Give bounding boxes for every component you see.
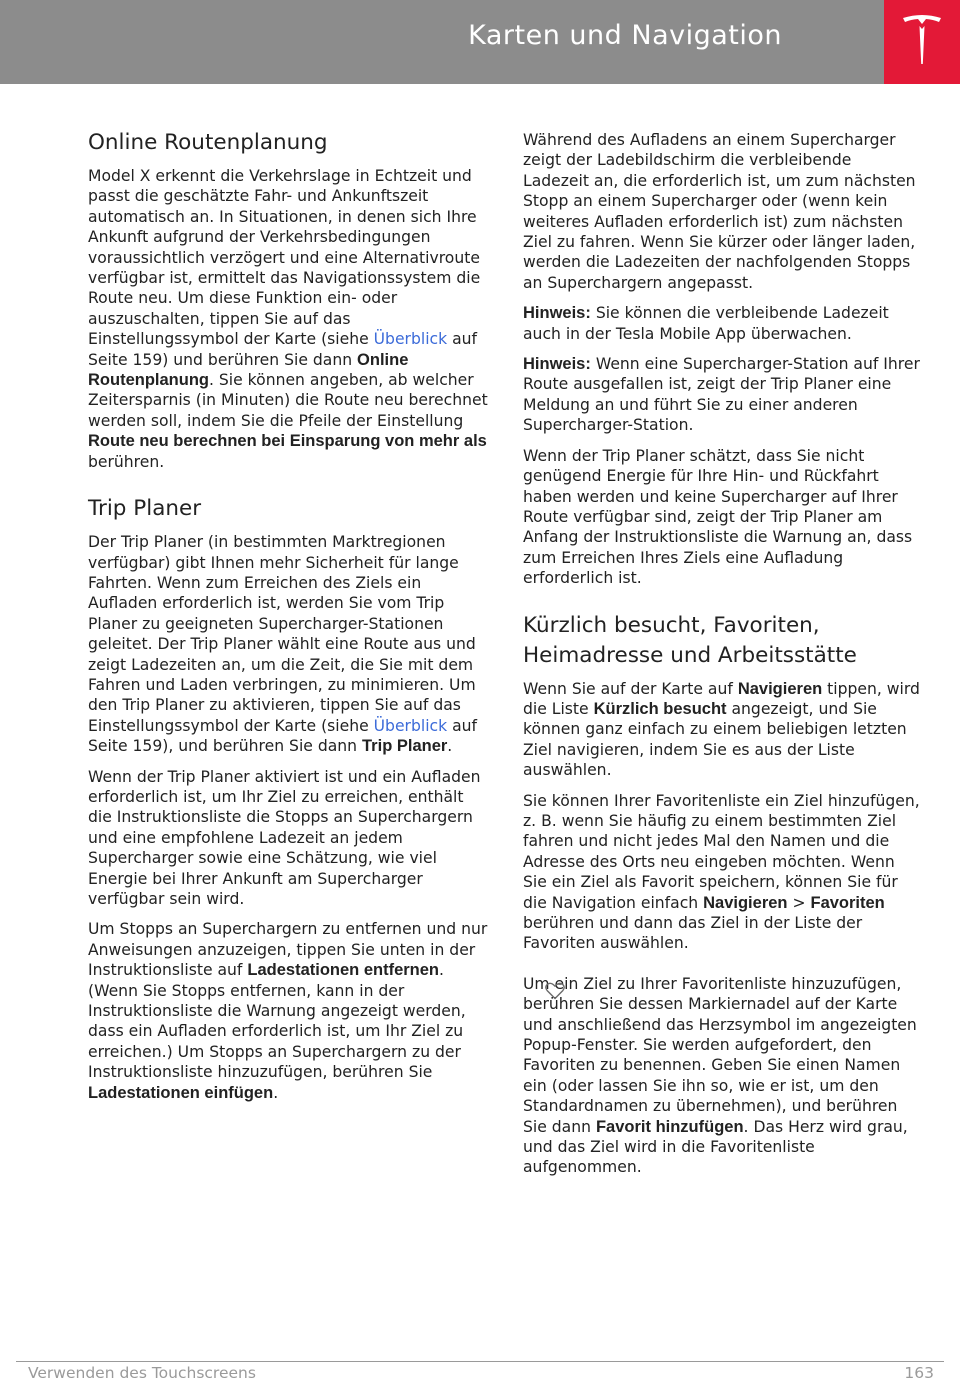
footer-section-label: Verwenden des Touchscreens xyxy=(28,1364,256,1382)
brand-logo xyxy=(884,0,960,84)
tip-favorit-hinzufuegen xyxy=(523,974,921,1178)
footer-divider xyxy=(16,1361,944,1362)
heading-online-routenplanung: Online Routenplanung xyxy=(88,130,328,155)
right-column xyxy=(523,130,921,1188)
page-section-title: Karten und Navigation xyxy=(468,20,782,51)
note-mobile-app: Hinweis: Sie können die verbleibende Ladezeit auch in der Tesla Mobile App überwachen. xyxy=(523,304,889,343)
paragraph-trip-planer-intro: Der Trip Planer (in bestimmten Marktregionen verfügbar) gibt Ihnen mehr Sicherheit für lange Fahrten. Wenn zum Erreichen des Ziels ein Aufladen erforderlich ist, werden Sie vom Trip Planer zu geeigneten Supercharger-Stationen geleitet. Der Trip Planer wählt eine Route aus und zeigt Ladezeiten an, um die Zeit, die Sie mit dem Fahren und Laden verbringen, zu minimieren. Um den Trip Planer zu aktivieren, tippen Sie auf das Einstellungssymbol der Karte (siehe Überblick auf Seite 159), und berühren Sie dann Trip Planer. xyxy=(88,533,478,756)
header-band xyxy=(0,0,884,84)
paragraph-energie-warnung: Wenn der Trip Planer schätzt, dass Sie nicht genügend Energie für Ihre Hin- und Rückfahrt haben werden und keine Supercharger auf Ihrer Route verfügbar sind, zeigt der Trip Planer am Anfang der Instruktionsliste die Warnung an, dass zum Erreichen Ihres Ziels eine Aufladung erforderlich ist. xyxy=(523,446,913,588)
paragraph-ladebildschirm: Während des Aufladens an einem Supercharger zeigt der Ladebildschirm die verbleibende Ladezeit an, die erforderlich ist, um zum nächsten Stopp an einem Supercharger oder (wenn kein weiteres Aufladen erforderlich ist) zum nächsten Ziel zu fahren. Wenn Sie kürzer oder länger laden, werden die Ladezeiten der nachfolgenden Stopps an Superchargern angepasst. xyxy=(523,131,916,292)
heart-icon xyxy=(545,982,565,1000)
paragraph-trip-planer-instructions: Wenn der Trip Planer aktiviert ist und ein Aufladen erforderlich ist, um Ihr Ziel zu erreichen, enthält die Instruktionsliste die Stopps an Superchargern und eine empfohlene Ladezeit an jedem Supercharger sowie eine Schätzung, wie viel Energie bei Ihrer Ankunft am Supercharger verfügbar sein wird. xyxy=(88,767,481,908)
link-ueberblick[interactable]: Überblick xyxy=(373,330,448,349)
paragraph-navigieren: Wenn Sie auf der Karte auf Navigieren tippen, wird die Liste Kürzlich besucht angezeigt, und Sie können ganz einfach zu einem beliebigen letzten Ziel navigieren, indem Sie es aus der Liste auswählen. xyxy=(523,679,920,780)
tip-text: Um ein Ziel zu Ihrer Favoritenliste hinzuzufügen, berühren Sie dessen Markiernadel auf der Karte und anschließend das Herzsymbol im angezeigten Popup-Fenster. Sie werden aufgefordert, den Favoriten zu benennen. Geben Sie einen Namen ein (oder lassen Sie ihn so, wie er ist, um den Standardnamen zu übernehmen), und berühren Sie dann Favorit hinzufügen. Das Herz wird grau, und das Ziel wird in die Favoritenliste aufgenommen. xyxy=(523,974,917,1177)
paragraph-ladestationen: Um Stopps an Superchargern zu entfernen und nur Anweisungen anzuzeigen, tippen Sie unten in der Instruktionsliste auf Ladestationen entfernen. (Wenn Sie Stopps entfernen, kann in der Instruktionsliste die Warnung angezeigt werden, dass ein Aufladen erforderlich ist, um Ihr Ziel zu erreichen.) Um Stopps an Superchargern zu der Instruktionsliste hinzuzufügen, berühren Sie Ladestationen einfügen. xyxy=(88,920,488,1102)
link-ueberblick[interactable]: Überblick xyxy=(373,716,448,735)
note-supercharger-ausgefallen: Hinweis: Wenn eine Supercharger-Station auf Ihrer Route ausgefallen ist, zeigt der Trip Planer eine Meldung an und führt Sie zu einer anderen Supercharger-Station. xyxy=(523,355,920,435)
heading-trip-planer: Trip Planer xyxy=(88,496,202,522)
paragraph-favoriten: Sie können Ihrer Favoritenliste ein Ziel hinzufügen, z. B. wenn Sie häufig zu einem bestimmten Ziel fahren und nicht jedes Mal den Namen und die Adresse des Orts neu eingeben möchten. Wenn Sie ein Ziel als Favorit speichern, können Sie für die Navigation einfach Navigieren > Favoriten berühren und dann das Ziel in der Liste der Favoriten auswählen. xyxy=(523,791,920,953)
left-column xyxy=(88,124,488,1113)
paragraph-online-routenplanung: Model X erkennt die Verkehrslage in Echtzeit und passt die geschätzte Fahr- und Ankunftszeit automatisch an. In Situationen, in denen sich Ihre Ankunft aufgrund der Verkehrsbedingungen voraussichtlich verzögert und eine Alternativroute verfügbar ist, ermittelt das Navigationssystem die Route neu. Um diese Funktion ein- oder auszuschalten, tippen Sie auf das Einstellungssymbol der Karte (siehe Überblick auf Seite 159) und berühren Sie dann Online Routenplanung. Sie können angeben, ab welcher Zeitersparnis (in Minuten) die Route neu berechnet werden soll, indem Sie die Pfeile der Einstellung Route neu berechnen bei Einsparung von mehr als berühren. xyxy=(88,167,488,471)
page-number: 163 xyxy=(904,1364,934,1382)
tesla-logo-icon xyxy=(900,14,944,68)
heading-kuerzlich-besucht: Kürzlich besucht, Favoriten, Heimadresse und Arbeitsstätte xyxy=(523,612,857,668)
